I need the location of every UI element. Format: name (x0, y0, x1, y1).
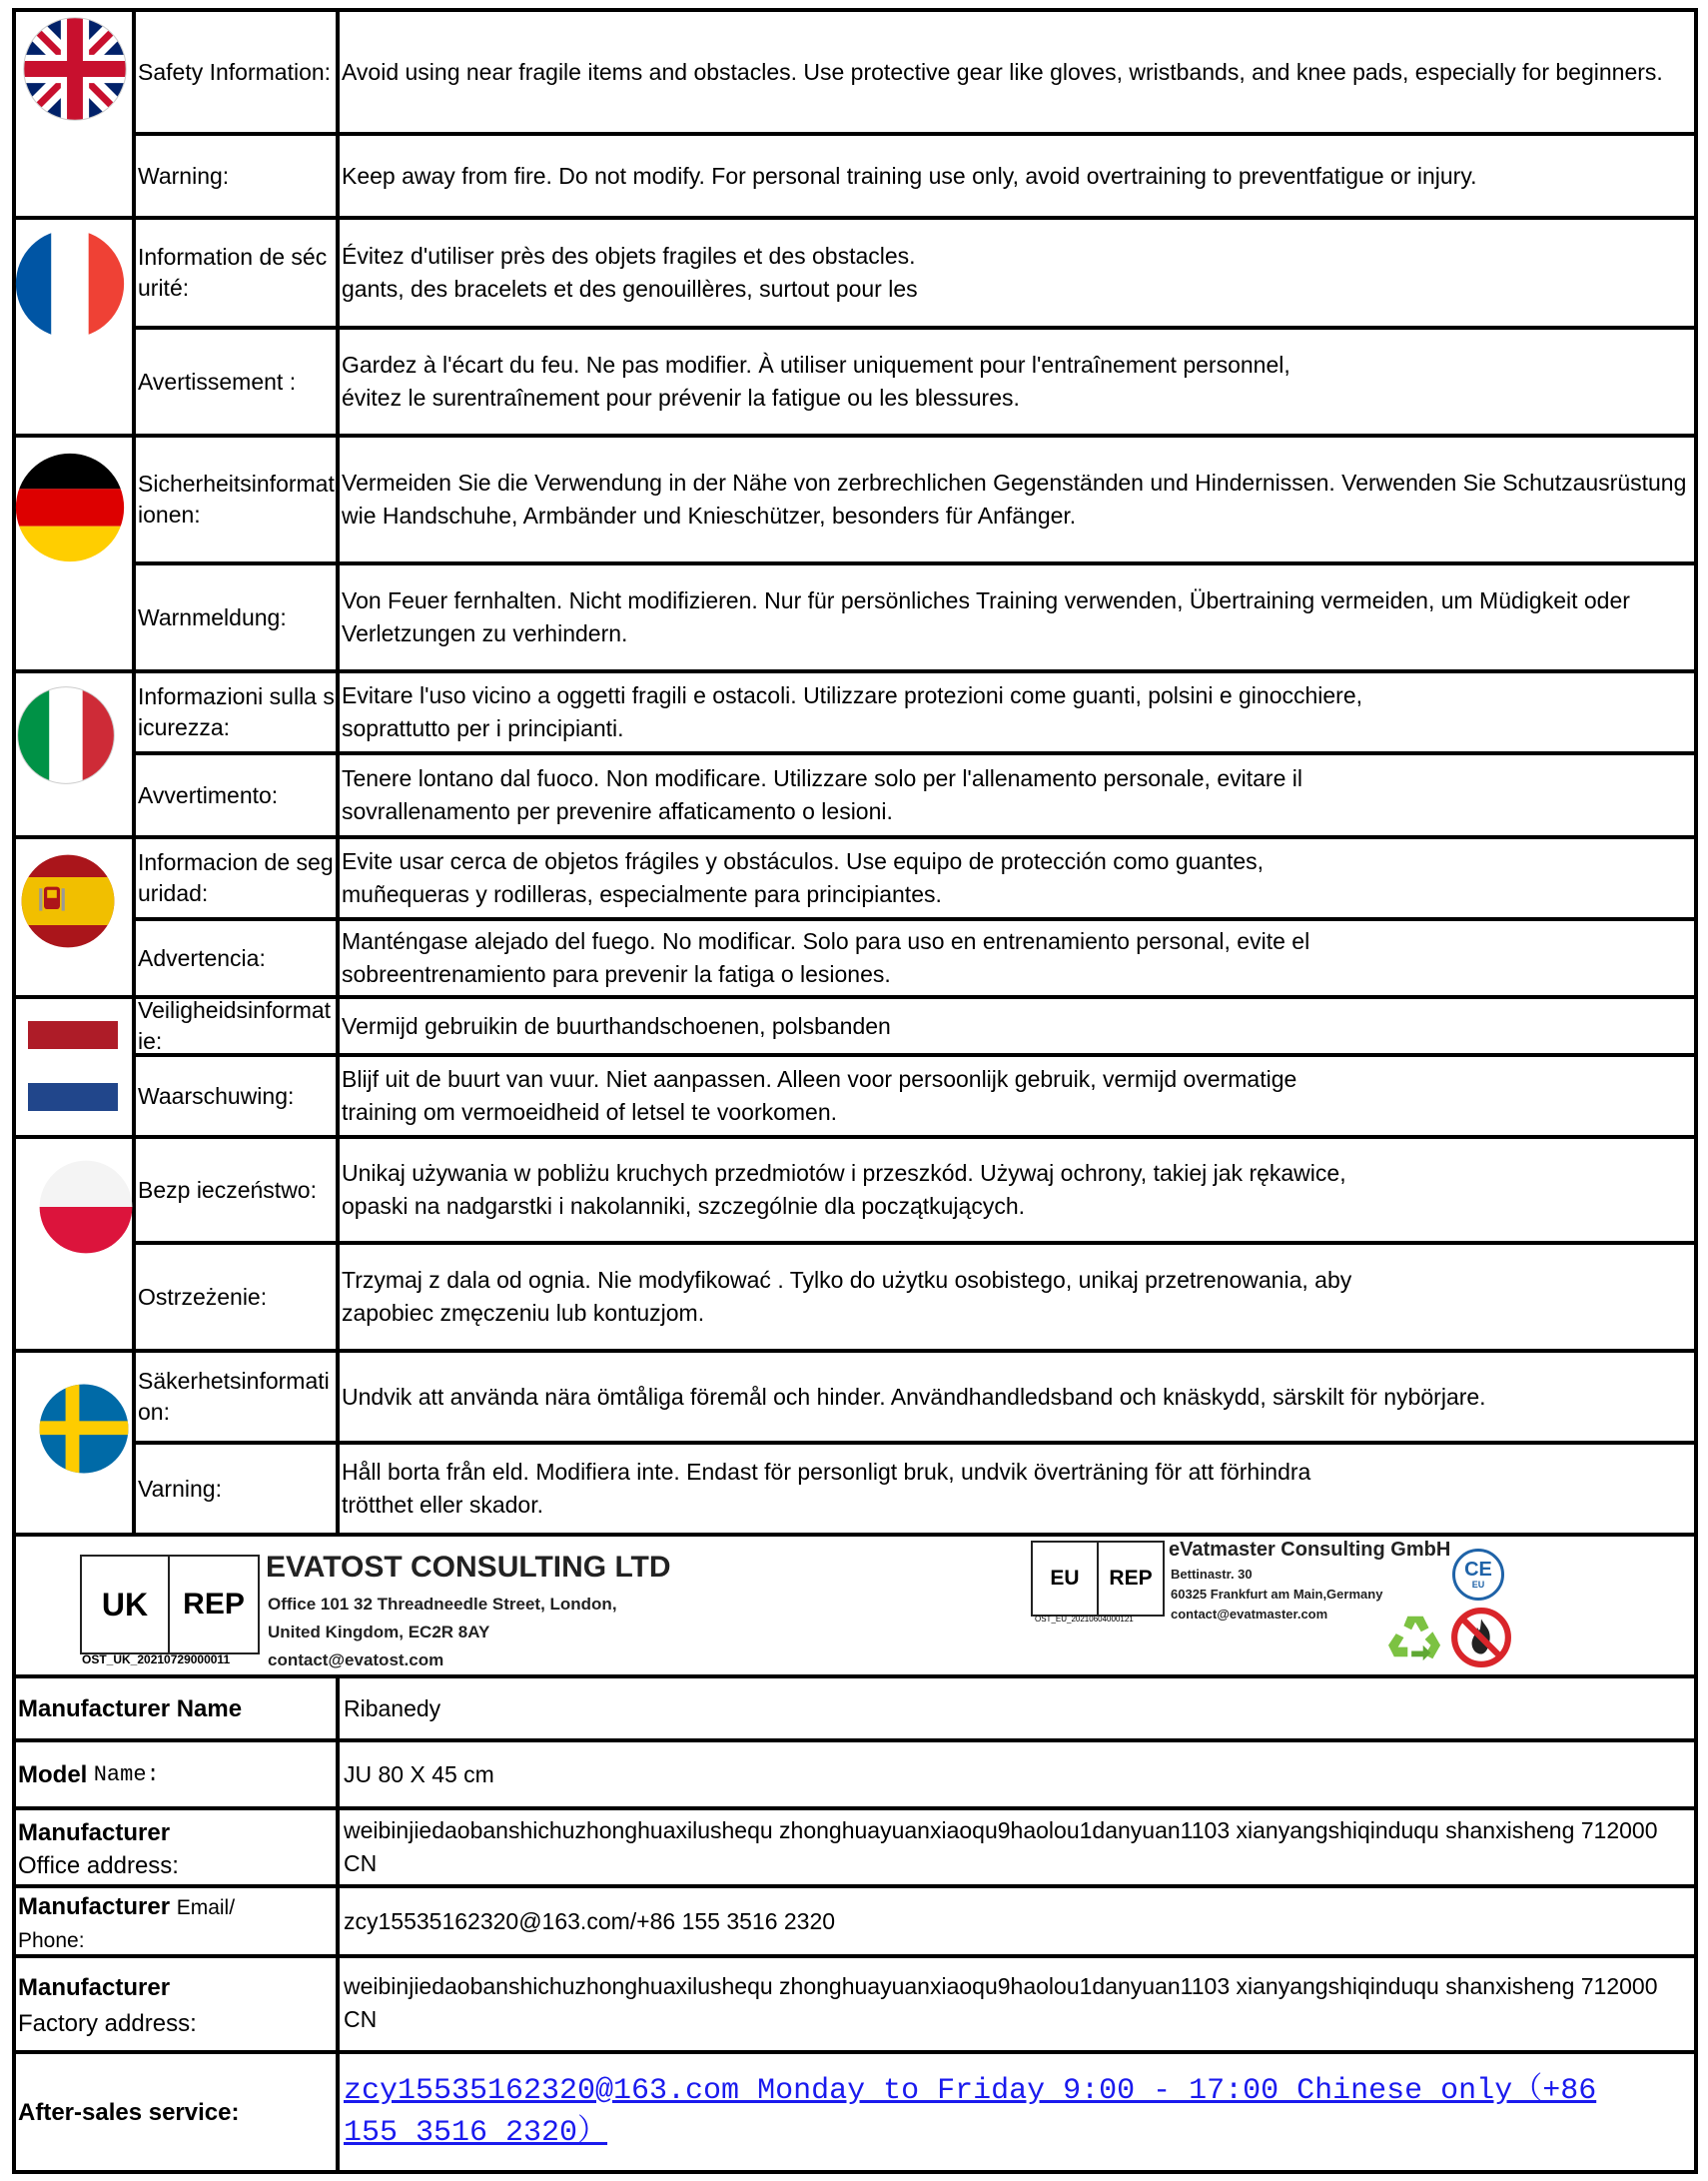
poland-flag-icon (38, 1159, 134, 1255)
safety-info-text: Evitare l'uso vicino a oggetti fragili e ostacoli. Utilizzare protezioni come guanti, polsini e ginocchiere, soprattutto per i principianti. (342, 682, 1363, 741)
warning-label: Varning: (138, 1475, 222, 1502)
warning-label: Advertencia: (138, 944, 266, 971)
factory-label-a: Manufacturer (18, 1974, 171, 2001)
ce-mark-sub: EU (1471, 1580, 1485, 1590)
safety-info-text: Vermeiden Sie die Verwendung in der Nähe von zerbrechlichen Gegenständen und Hindernissen. Verwenden Sie Schutzausrüstung wie Handschuhe, Armbänder und Knieschützer, besonders für Anfänger. (342, 470, 1687, 529)
eu-rep-address-line2: 60325 Frankfurt am Main,Germany (1171, 1587, 1383, 1602)
warning-label: Warning: (138, 162, 230, 189)
safety-info-text: Évitez d'utiliser près des objets fragiles et des obstacles. gants, des bracelets et des genouillères, surtout pour les (342, 243, 918, 302)
eu-rep-email: contact@evatmaster.com (1171, 1607, 1328, 1622)
safety-info-text: Vermijd gebruikin de buurthandschoenen, polsbanden (342, 1012, 891, 1039)
email-phone-label (18, 1888, 334, 1954)
uk-rep-box (80, 1555, 260, 1654)
safety-info-label: Safety Information: (138, 58, 332, 85)
recycle-icon (1386, 1611, 1444, 1664)
row-divider (12, 1533, 1698, 1537)
factory-label-b: Factory address: (18, 2010, 197, 2037)
ce-mark-icon (1452, 1549, 1504, 1601)
safety-info-label: Veiligheidsinformatie: (138, 999, 332, 1053)
safety-info-text: Undvik att använda nära ömtåliga föremål och hinder. Användhandledsband och knäskydd, särskilt för nybörjare. (342, 1383, 1486, 1410)
model-name-value: JU 80 X 45 cm (344, 1760, 494, 1787)
email-label-a: Manufacturer (18, 1893, 171, 1920)
email-label-b: Email/ (176, 1896, 236, 1919)
warning-text: Gardez à l'écart du feu. Ne pas modifier. À utiliser uniquement pour l'entraînement personnel, évitez le surentraînement pour prévenir la fatigue ou les blessures. (342, 352, 1290, 411)
safety-info-text: Avoid using near fragile items and obstacles. Use protective gear like gloves, wristbands, and knee pads, especially for beginners. (342, 58, 1663, 85)
italy-flag-icon (16, 685, 116, 785)
uk-rep-box-right: REP (183, 1588, 245, 1621)
warning-label: Ostrzeżenie: (138, 1283, 268, 1310)
label-column-divider-bottom (336, 1674, 340, 2174)
uk-rep-address-line1: Office 101 32 Threadneedle Street, London, (268, 1595, 617, 1614)
eu-rep-company: eVatmaster Consulting GmbH (1169, 1539, 1451, 1561)
netherlands-flag-icon (28, 1021, 118, 1111)
office-label-b: Office address: (18, 1852, 179, 1879)
safety-info-label: Informacion de seguridad: (138, 849, 334, 906)
germany-flag-icon (14, 452, 126, 563)
warning-text: Tenere lontano dal fuoco. Non modificare. Utilizzare solo per l'allenamento personale, evitare il sovrallenamento per prevenire affaticamento o lesioni. (342, 765, 1302, 824)
warning-label: Warnmeldung: (138, 603, 287, 630)
uk-flag-icon (22, 16, 128, 122)
eu-rep-code: OST_EU_20210604000121 (1035, 1615, 1134, 1624)
uk-rep-address-line2: United Kingdom, EC2R 8AY (268, 1623, 490, 1641)
aftersales-label: After-sales service: (18, 2098, 240, 2126)
office-address-label (18, 1810, 334, 1884)
office-label-a: Manufacturer (18, 1819, 171, 1846)
ce-mark-text: CE (1464, 1559, 1492, 1581)
safety-info-label: Bezp ieczeństwo: (138, 1176, 317, 1203)
warning-text: Manténgase alejado del fuego. No modificar. Solo para uso en entrenamiento personal, evite el sobreentrenamiento para prevenir la fatiga o lesiones. (342, 928, 1310, 987)
france-flag-icon (14, 228, 126, 340)
model-label-b: Name: (93, 1761, 160, 1787)
aftersales-link[interactable]: zcy15535162320@163.com Monday to Friday 9:00 - 17:00 Chinese only（+86 155 3516 2320） (344, 2074, 1597, 2150)
uk-rep-company: EVATOST CONSULTING LTD (266, 1551, 671, 1584)
flag-column-divider (132, 8, 136, 1535)
eu-rep-address-line1: Bettinastr. 30 (1171, 1567, 1253, 1582)
label-column-divider (336, 8, 340, 1535)
uk-rep-email: contact@evatost.com (268, 1650, 444, 1669)
spain-flag-icon (20, 853, 116, 949)
factory-address-label (18, 1958, 334, 2050)
email-phone-value: zcy15535162320@163.com/+86 155 3516 2320 (344, 1907, 836, 1934)
no-fire-icon (1450, 1607, 1512, 1668)
eu-rep-box (1031, 1541, 1165, 1617)
warning-label: Waarschuwing: (138, 1082, 295, 1109)
office-address-value: weibinjiedaobanshichuzhonghuaxilushequ zhonghuayuanxiaoqu9haolou1danyuan1103 xianyangshiqinduqu shanxisheng 712000 CN (344, 1817, 1658, 1876)
warning-text: Blijf uit de buurt van vuur. Niet aanpassen. Alleen voor persoonlijk gebruik, vermijd overmatige training om vermoeidheid of letsel te voorkomen. (342, 1066, 1297, 1125)
manufacturer-name-value: Ribanedy (344, 1694, 441, 1721)
warning-text: Trzymaj z dala od ognia. Nie modyfikować . Tylko do użytku osobistego, unikaj przetrenowania, aby zapobiec zmęczeniu lub kontuzjom. (342, 1267, 1352, 1326)
warning-text: Håll borta från eld. Modifiera inte. Endast för personligt bruk, undvik överträning för att förhindra trötthet eller skador. (342, 1459, 1311, 1518)
safety-info-label: Sicherheitsinformationen: (138, 471, 335, 528)
email-label-c: Phone: (18, 1929, 85, 1952)
eu-rep-box-left: EU (1033, 1543, 1099, 1615)
uk-rep-code: OST_UK_20210729000011 (82, 1652, 231, 1666)
model-name-label (18, 1742, 334, 1806)
safety-info-text: Evite usar cerca de objetos frágiles y obstáculos. Use equipo de protección como guantes, muñequeras y rodilleras, especialmente para principiantes. (342, 848, 1265, 907)
manufacturer-name-label: Manufacturer Name (18, 1694, 243, 1722)
eu-rep-box-right: REP (1109, 1567, 1153, 1590)
sweden-flag-icon (38, 1383, 130, 1475)
uk-rep-box-left: UK (82, 1557, 170, 1652)
warning-text: Keep away from fire. Do not modify. For personal training use only, avoid overtraining to preventfatigue or injury. (342, 162, 1477, 189)
warning-text: Von Feuer fernhalten. Nicht modifizieren. Nur für persönliches Training verwenden, Übertraining vermeiden, um Müdigkeit oder Verletzungen zu verhindern. (342, 587, 1630, 646)
warning-label: Avertissement : (138, 368, 297, 395)
factory-address-value: weibinjiedaobanshichuzhonghuaxilushequ zhonghuayuanxiaoqu9haolou1danyuan1103 xianyangshiqinduqu shanxisheng 712000 CN (344, 1973, 1658, 2032)
safety-info-label: Information de sécurité: (138, 244, 328, 301)
warning-label: Avvertimento: (138, 781, 279, 808)
safety-info-label: Säkerhetsinformation: (138, 1368, 330, 1425)
safety-info-label: Informazioni sulla sicurezza: (138, 683, 335, 740)
safety-info-text: Unikaj używania w pobliżu kruchych przedmiotów i przeszkód. Używaj ochrony, takiej jak rękawice, opaski na nadgarstki i nakolanniki, szczególnie dla początkujących. (342, 1160, 1346, 1219)
model-label-a: Model (18, 1760, 88, 1788)
